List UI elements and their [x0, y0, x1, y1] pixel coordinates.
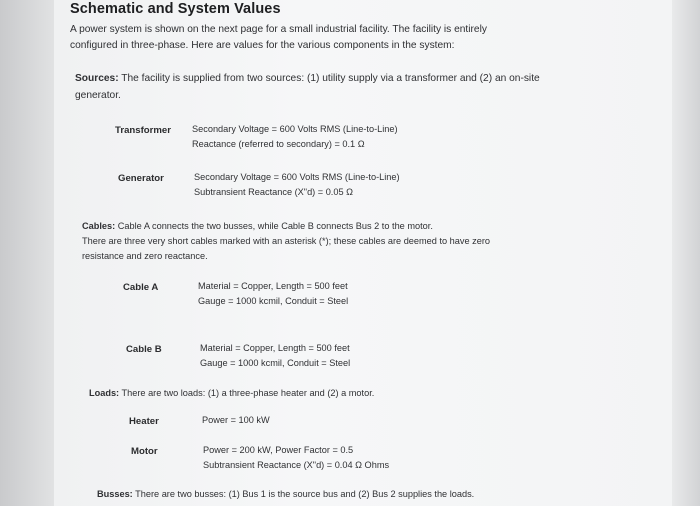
- busses-heading: Busses:: [97, 489, 133, 499]
- loads-text: There are two loads: (1) a three-phase heater and (2) a motor.: [121, 388, 375, 398]
- intro-line-2: configured in three-phase. Here are values for the various components in the system:: [70, 40, 455, 51]
- page-shadow-right: [672, 0, 700, 506]
- cable-b-label: Cable B: [126, 344, 162, 355]
- generator-label: Generator: [118, 173, 164, 184]
- page-shadow-left: [0, 0, 54, 506]
- document-title: Schematic and System Values: [70, 1, 281, 17]
- motor-power: Power = 200 kW, Power Factor = 0.5: [203, 445, 354, 455]
- sources-text-1: The facility is supplied from two sources: (1) utility supply via a transformer and (2) an on-site: [121, 73, 540, 84]
- busses-line: [97, 487, 474, 502]
- generator-reactance: Subtransient Reactance (X"d) = 0.05 Ω: [194, 187, 354, 197]
- sources-line-2: generator.: [75, 90, 121, 101]
- transformer-voltage: Secondary Voltage = 600 Volts RMS (Line-to-Line): [192, 124, 398, 134]
- cables-text-1: Cable A connects the two busses, while Cable B connects Bus 2 to the motor.: [117, 221, 433, 231]
- generator-voltage: Secondary Voltage = 600 Volts RMS (Line-to-Line): [194, 172, 400, 182]
- cable-a-label: Cable A: [123, 282, 159, 293]
- cable-a-material: Material = Copper, Length = 500 feet: [198, 281, 348, 291]
- sources-heading: Sources:: [75, 73, 119, 84]
- heater-label: Heater: [129, 416, 159, 427]
- cable-a-gauge: Gauge = 1000 kcmil, Conduit = Steel: [198, 296, 349, 306]
- heater-power: Power = 100 kW: [202, 415, 270, 425]
- cables-heading: Cables:: [82, 221, 116, 231]
- loads-line: [89, 386, 374, 401]
- loads-heading: Loads:: [89, 388, 120, 398]
- sources-line-1: [75, 71, 540, 87]
- motor-label: Motor: [131, 446, 158, 457]
- cables-line-3: resistance and zero reactance.: [82, 251, 208, 261]
- transformer-label: Transformer: [115, 125, 171, 136]
- transformer-reactance: Reactance (referred to secondary) = 0.1 Ω: [192, 139, 365, 149]
- cables-line-1: [82, 219, 433, 234]
- intro-line-1: A power system is shown on the next page for a small industrial facility. The facility is entirely: [70, 24, 487, 35]
- busses-text: There are two busses: (1) Bus 1 is the source bus and (2) Bus 2 supplies the loads.: [135, 489, 475, 499]
- cable-b-gauge: Gauge = 1000 kcmil, Conduit = Steel: [200, 358, 351, 368]
- motor-reactance: Subtransient Reactance (X"d) = 0.04 Ω Ohms: [203, 460, 390, 470]
- cable-b-material: Material = Copper, Length = 500 feet: [200, 343, 350, 353]
- cables-line-2: There are three very short cables marked with an asterisk (*); these cables are deemed to have zero: [82, 236, 491, 246]
